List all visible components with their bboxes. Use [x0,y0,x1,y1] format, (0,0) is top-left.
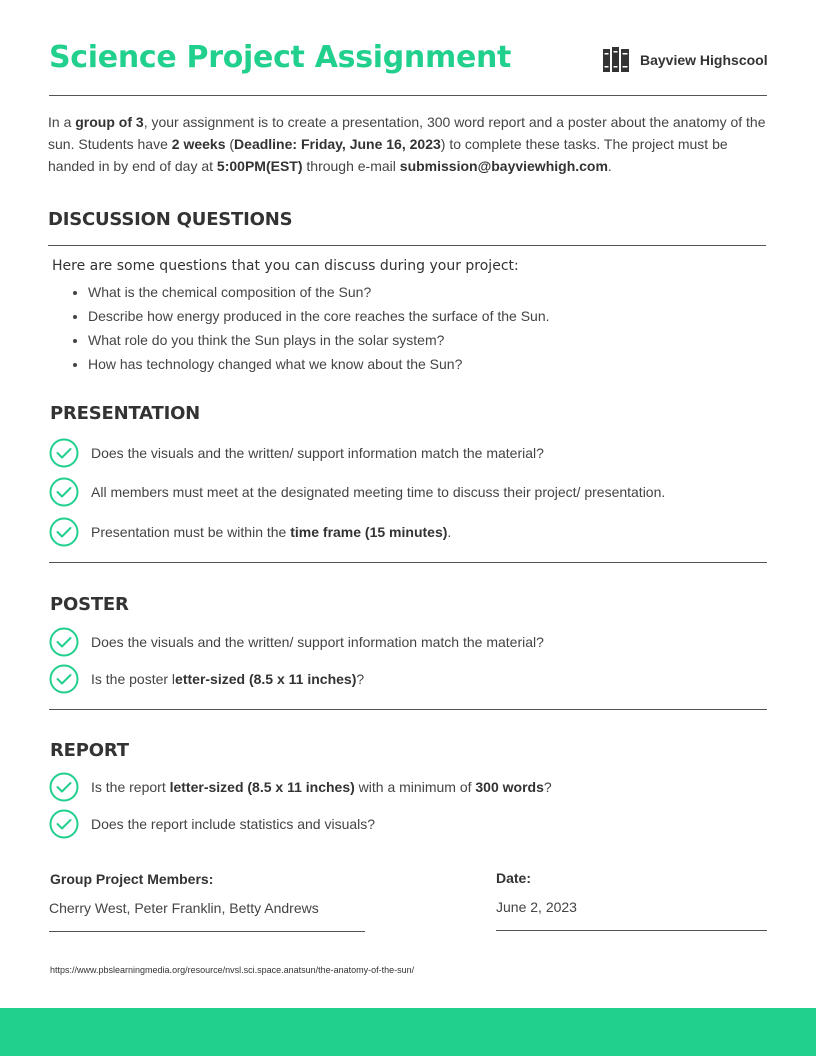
members-underline [49,931,365,932]
discussion-heading: DISCUSSION QUESTIONS [48,209,293,230]
discussion-intro: Here are some questions that you can discuss during your project: [52,258,519,274]
poster-divider [49,709,767,710]
check-circle-icon [49,517,79,547]
discussion-question-list [70,280,550,376]
checklist-item: Does the visuals and the written/ support information match the material? [49,438,544,468]
submission-email: submission@bayviewhigh.com [399,158,608,174]
list-item: • What role do you think the Sun plays in the solar system? [88,328,550,352]
check-circle-icon [49,772,79,802]
check-circle-icon [49,438,79,468]
school-brand [602,46,768,74]
date-underline [496,930,767,931]
checklist-item: Is the poster letter-sized (8.5 x 11 inches)? [49,664,364,694]
discussion-divider [48,245,766,246]
page-title: Science Project Assignment [49,40,512,75]
list-item: • How has technology changed what we know about the Sun? [88,352,550,376]
checklist-item: Does the visuals and the written/ support information match the material? [49,627,544,657]
report-heading: REPORT [50,740,129,761]
checklist-item: Is the report letter-sized (8.5 x 11 inches) with a minimum of 300 words? [49,772,552,802]
footer-bar [0,1008,816,1056]
school-name: Bayview Highscool [640,52,768,68]
list-item: • Describe how energy produced in the core reaches the surface of the Sun. [88,304,550,328]
intro-paragraph: In a group of 3, your assignment is to create a presentation, 300 word report and a poster about the anatomy of the sun. Students have 2 weeks (Deadline: Friday, June 16, 2023) to complete these tasks. The project must be handed in by end of day at 5:00PM(EST) through e-mail submission@bayviewhigh.com. [48,114,766,174]
date-field[interactable]: June 2, 2023 [496,899,577,915]
checklist-item: All members must meet at the designated meeting time to discuss their project/ presentation. [49,477,665,507]
members-label: Group Project Members: [50,871,214,887]
check-circle-icon [49,809,79,839]
presentation-divider [49,562,767,563]
members-field[interactable]: Cherry West, Peter Franklin, Betty Andrews [49,900,319,916]
check-circle-icon [49,664,79,694]
poster-heading: POSTER [50,594,129,615]
checklist-item: Does the report include statistics and visuals? [49,809,375,839]
presentation-heading: PRESENTATION [50,403,201,424]
books-icon [602,46,630,74]
checklist-item: Presentation must be within the time frame (15 minutes). [49,517,451,547]
source-link[interactable]: https://www.pbslearningmedia.org/resource/nvsl.sci.space.anatsun/the-anatomy-of-the-sun/ [50,965,415,975]
date-label: Date: [496,870,532,886]
check-circle-icon [49,627,79,657]
list-item: • What is the chemical composition of the Sun? [88,280,550,304]
header-divider [49,95,767,96]
check-circle-icon [49,477,79,507]
